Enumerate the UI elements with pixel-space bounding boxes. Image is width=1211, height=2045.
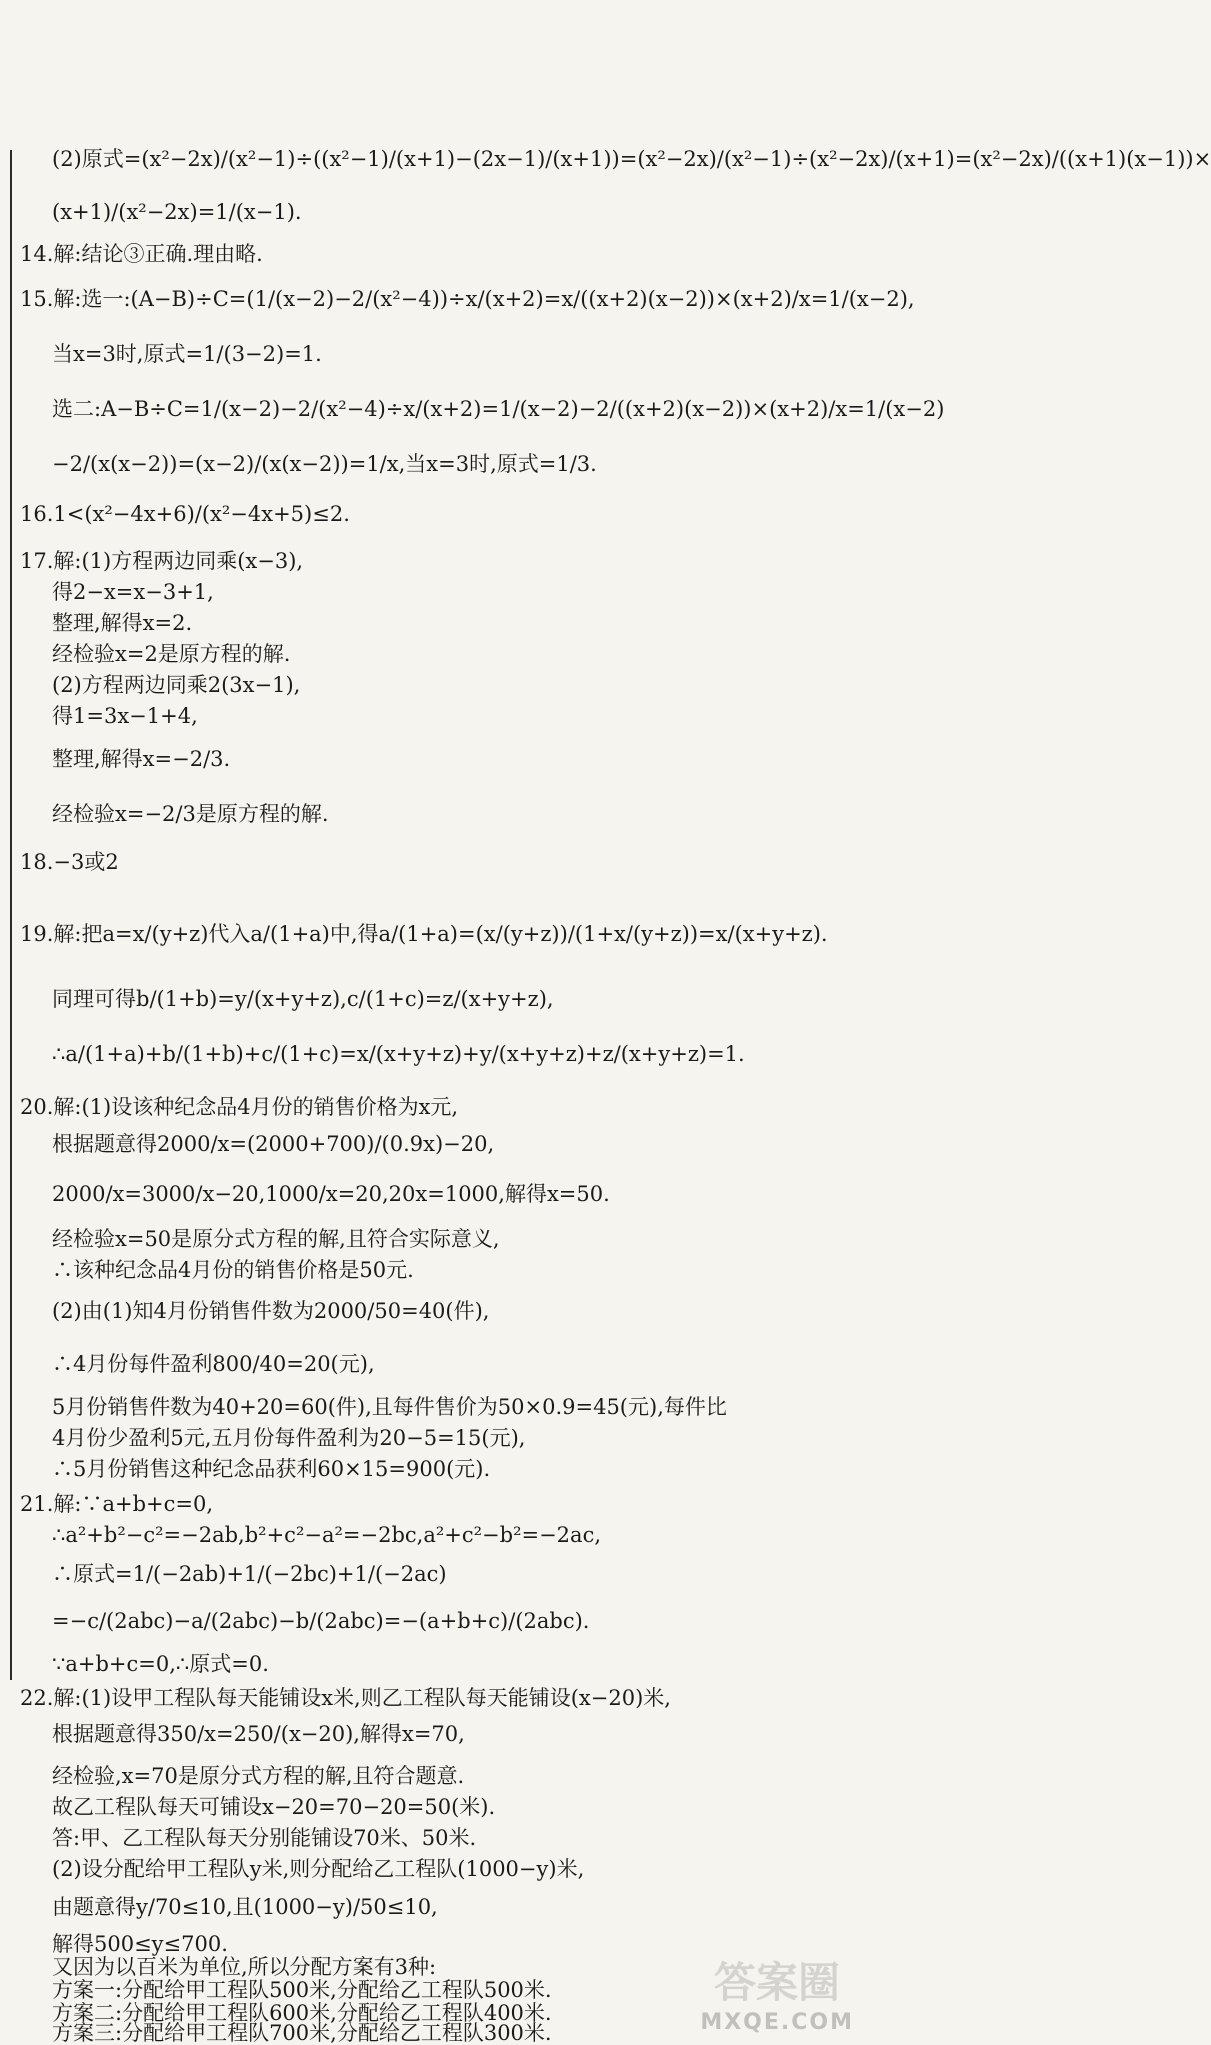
line-22-e: 答:甲、乙工程队每天分别能铺设70米、50米. xyxy=(52,1826,477,1850)
line-21-b: ∴a²+b²−c²=−2ab,b²+c²−a²=−2bc,a²+c²−b²=−2ac, xyxy=(52,1523,602,1547)
line-21-a: 21.解:∵a+b+c=0, xyxy=(20,1492,214,1516)
line-20-g: ∴4月份每件盈利800/40=20(元), xyxy=(52,1352,375,1376)
line-19-b: 同理可得b/(1+b)=y/(x+y+z),c/(1+c)=z/(x+y+z), xyxy=(52,987,554,1011)
line-22-d: 故乙工程队每天可铺设x−20=70−20=50(米). xyxy=(52,1795,496,1819)
line-15-c: 选二:A−B÷C=1/(x−2)−2/(x²−4)÷x/(x+2)=1/(x−2)−2/((x+2)(x−2))×(x+2)/x=1/(x−2) xyxy=(52,397,945,421)
line-22-b: 根据题意得350/x=250/(x−20),解得x=70, xyxy=(52,1722,465,1746)
line-13-2-b: (x+1)/(x²−2x)=1/(x−1). xyxy=(52,200,302,224)
line-22-l: 方案三:分配给甲工程队700米,分配给乙工程队300米. xyxy=(52,2021,552,2045)
line-15-d: −2/(x(x−2))=(x−2)/(x(x−2))=1/x,当x=3时,原式=1/3. xyxy=(52,452,597,476)
line-19-c: ∴a/(1+a)+b/(1+b)+c/(1+c)=x/(x+y+z)+y/(x+y+z)+z/(x+y+z)=1. xyxy=(52,1042,745,1066)
line-22-g: 由题意得y/70≤10,且(1000−y)/50≤10, xyxy=(52,1895,438,1919)
line-15-a: 15.解:选一:(A−B)÷C=(1/(x−2)−2/(x²−4))÷x/(x+2)=x/((x+2)(x−2))×(x+2)/x=1/(x−2), xyxy=(20,287,915,311)
line-20-f: (2)由(1)知4月份销售件数为2000/50=40(件), xyxy=(52,1299,490,1323)
line-13-2-a: (2)原式=(x²−2x)/(x²−1)÷((x²−1)/(x+1)−(2x−1)/(x+1))=(x²−2x)/(x²−1)÷(x²−2x)/(x+1)=(x²−2x)/((x+1)(x−1))× xyxy=(52,147,1211,171)
line-20-c: 2000/x=3000/x−20,1000/x=20,20x=1000,解得x=50. xyxy=(52,1182,610,1206)
line-20-e: ∴该种纪念品4月份的销售价格是50元. xyxy=(52,1258,414,1282)
watermark-logo: 答案圈 xyxy=(713,1958,840,2007)
line-20-i: 4月份少盈利5元,五月份每件盈利为20−5=15(元), xyxy=(52,1426,526,1450)
line-20-j: ∴5月份销售这种纪念品获利60×15=900(元). xyxy=(52,1457,491,1481)
line-22-h: 解得500≤y≤700. xyxy=(52,1932,228,1956)
line-17-e: (2)方程两边同乘2(3x−1), xyxy=(52,673,301,697)
line-15-b: 当x=3时,原式=1/(3−2)=1. xyxy=(52,342,322,366)
line-17-d: 经检验x=2是原方程的解. xyxy=(52,642,291,666)
line-20-d: 经检验x=50是原分式方程的解,且符合实际意义, xyxy=(52,1227,500,1251)
line-17-a: 17.解:(1)方程两边同乘(x−3), xyxy=(20,549,304,573)
line-17-b: 得2−x=x−3+1, xyxy=(52,580,214,604)
line-21-e: ∵a+b+c=0,∴原式=0. xyxy=(52,1652,269,1676)
line-22-a: 22.解:(1)设甲工程队每天能铺设x米,则乙工程队每天能铺设(x−20)米, xyxy=(20,1686,671,1710)
line-17-g: 整理,解得x=−2/3. xyxy=(52,747,231,771)
line-22-c: 经检验,x=70是原分式方程的解,且符合题意. xyxy=(52,1764,465,1788)
line-20-b: 根据题意得2000/x=(2000+700)/(0.9x)−20, xyxy=(52,1132,495,1156)
line-14: 14.解:结论③正确.理由略. xyxy=(20,242,263,266)
line-16: 16.1<(x²−4x+6)/(x²−4x+5)≤2. xyxy=(20,502,350,526)
line-20-h: 5月份销售件数为40+20=60(件),且每件售价为50×0.9=45(元),每件比 xyxy=(52,1395,727,1419)
margin-rule xyxy=(10,150,12,1680)
line-20-a: 20.解:(1)设该种纪念品4月份的销售价格为x元, xyxy=(20,1095,459,1119)
line-17-c: 整理,解得x=2. xyxy=(52,611,193,635)
line-22-f: (2)设分配给甲工程队y米,则分配给乙工程队(1000−y)米, xyxy=(52,1857,585,1881)
line-21-d: =−c/(2abc)−a/(2abc)−b/(2abc)=−(a+b+c)/(2abc). xyxy=(52,1609,590,1633)
line-22-i: 又因为以百米为单位,所以分配方案有3种: xyxy=(52,1955,437,1979)
line-19-a: 19.解:把a=x/(y+z)代入a/(1+a)中,得a/(1+a)=(x/(y+z))/(1+x/(y+z))=x/(x+y+z). xyxy=(20,922,828,946)
line-22-j: 方案一:分配给甲工程队500米,分配给乙工程队500米. xyxy=(52,1978,552,2002)
line-17-h: 经检验x=−2/3是原方程的解. xyxy=(52,802,329,826)
line-17-f: 得1=3x−1+4, xyxy=(52,704,198,728)
watermark-url: MXQE.COM xyxy=(700,2010,854,2035)
line-22-k: 方案二:分配给甲工程队600米,分配给乙工程队400米. xyxy=(52,2001,552,2025)
line-21-c: ∴原式=1/(−2ab)+1/(−2bc)+1/(−2ac) xyxy=(52,1562,447,1586)
line-18: 18.−3或2 xyxy=(20,850,119,874)
